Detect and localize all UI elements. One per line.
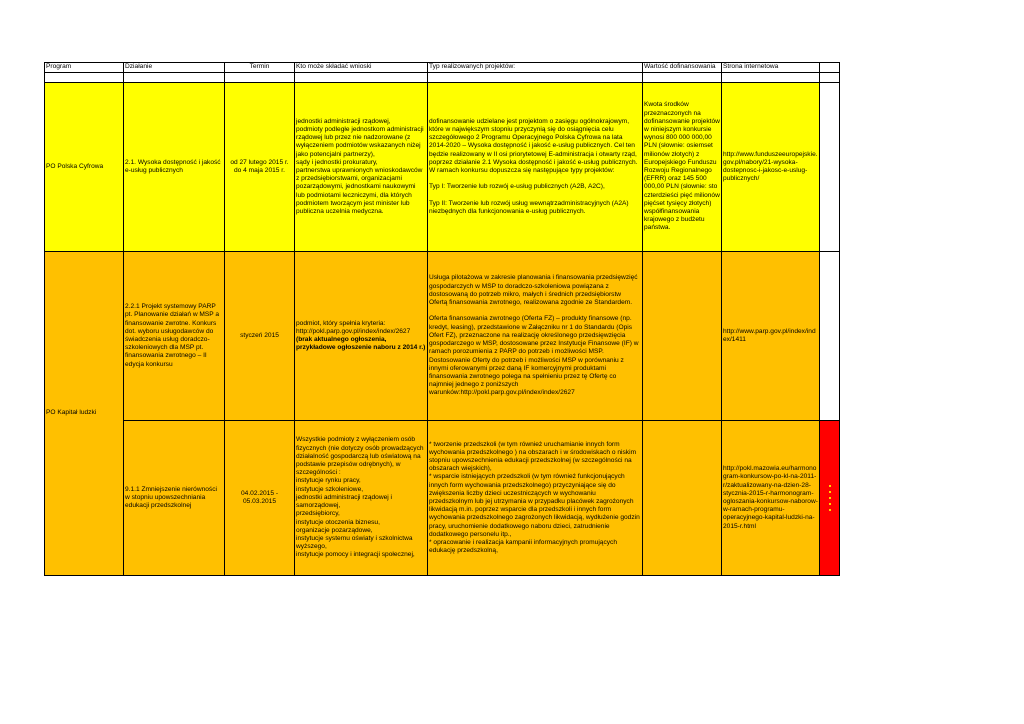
kto-cell bbox=[295, 252, 428, 421]
wartosc-cell bbox=[643, 421, 722, 576]
wartosc-cell: Kwota środków przeznaczonych na dofinansowanie projektów w niniejszym konkursie wynosi 800 000 000,00 PLN (słownie: osiemset milionów złotych) z Europejskiego Funduszu Rozwoju Regionalnego (EFRR) oraz 145 500 000,00 PLN (słownie: sto czterdzieści pięć milionów pięćset tysięcy złotych) współfinansowania krajowego z budżetu państwa. bbox=[643, 83, 722, 252]
header-row bbox=[45, 63, 840, 73]
flag-mark bbox=[829, 503, 831, 505]
flag-mark bbox=[829, 485, 831, 487]
table-row-kapital-ludzki-1 bbox=[45, 252, 840, 421]
spacer-cell bbox=[225, 73, 295, 83]
typ-cell: Usługa pilotażowa w zakresie planowania i finansowania przedsięwzięć gospodarczych w MSP to doradczo-szkoleniowa powiązana z dostosowaną do potrzeb mikro, małych i średnich przedsiębiorstw Ofertą finansowania zwrotnego, realizowana zgodnie ze Standardem. Oferta finansowania zwrotnego (Oferta FZ) – produkty finansowe (np. kredyt, leasing), przedstawione w Załączniku nr 1 do Standardu (Opis Ofert FZ), przeznaczone na realizację określonego przedsięwzięcia gospodarczego w MSP, dostosowane przez Instytucje Finansowe (IF) w ramach porozumienia z PARP do potrzeb i możliwości MSP. Dostosowanie Oferty do potrzeb i możliwości MSP w porównaniu z innymi oferowanymi przez daną IF komercyjnymi produktami finansowania zwrotnego polega na spełnieniu przez tę Ofertę co najmniej jednego z poniższych warunków:http://pokl.parp.gov.pl/index/index/2627 bbox=[428, 252, 643, 421]
wartosc-cell bbox=[643, 252, 722, 421]
table-row-kapital-ludzki-2 bbox=[45, 421, 840, 576]
flag-cell-red bbox=[820, 421, 840, 576]
kto-cell: Wszystkie podmioty z wyłączeniem osób fizycznych (nie dotyczy osób prowadzących działalność gospodarczą lub oświatową na podstawie przepisów odrębnych), w szczególności : instytucje rynku pracy, instytucje szkoleniowe, jednostki administracji rządowej i samorządowej, przedsiębiorcy, instytucje otoczenia biznesu, organizacje pozarządowe, instytucje systemu oświaty i szkolnictwa wyższego, instytucje pomocy i integracji społecznej, bbox=[295, 421, 428, 576]
termin-cell: 04.02.2015 - 05.03.2015 bbox=[225, 421, 295, 576]
spacer-cell bbox=[295, 73, 428, 83]
table-row-polska-cyfrowa bbox=[45, 83, 840, 252]
funding-programs-table bbox=[44, 62, 840, 576]
flag-marks bbox=[821, 421, 838, 575]
flag-mark bbox=[829, 491, 831, 493]
strona-link[interactable]: http://pokl.mazowia.eu/harmonogram-konkursow-po-kl-na-2011-r/zaktualizowany-na-dzien-28-stycznia-2015-r-harmonogram-ogloszania-konkursow-naborow-w-ramach-programu-operacyjnego-kapital-ludzki-na-2015-r.html bbox=[722, 421, 820, 576]
header-wartosc: Wartość dofinansowania bbox=[643, 63, 722, 73]
strona-link[interactable]: http://www.funduszeeuropejskie.gov.pl/nabory/21-wysoka-dostepnosc-i-jakosc-e-uslug-publicznych/ bbox=[722, 83, 820, 252]
header-strona: Strona internetowa bbox=[722, 63, 820, 73]
flag-cell-empty bbox=[820, 252, 840, 421]
spacer-cell bbox=[45, 73, 124, 83]
typ-cell: dofinansowanie udzielane jest projektom o zasięgu ogólnokrajowym, które w największym stopniu przyczynią się do osiągnięcia celu szczegółowego 2 Programu Operacyjnego Polska Cyfrowa na lata 2014-2020 – Wysoka dostępność i jakość e-usług publicznych. Cel ten będzie realizowany w II osi priorytetowej E-administracja i otwarty rząd, poprzez działanie 2.1 Wysoka dostępność i jakość e-usług publicznych. W ramach konkursu dopuszcza się następujące typy projektów: Typ I: Tworzenie lub rozwój e-usług publicznych (A2B, A2C), Typ II: Tworzenie lub rozwój usług wewnątrzadministracyjnych (A2A) niezbędnych dla funkcjonowania e-usług publicznych. bbox=[428, 83, 643, 252]
header-program: Program bbox=[45, 63, 124, 73]
dzialanie-cell: 2.1. Wysoka dostępność i jakość e-usług publicznych bbox=[124, 83, 225, 252]
spacer-cell bbox=[428, 73, 643, 83]
spacer-cell bbox=[820, 73, 840, 83]
kto-cell: jednostki administracji rządowej, podmioty podległe jednostkom administracji rządowej lub przez nie nadzorowane (z wyłączeniem podmiotów wskazanych niżej jako potencjalni partnerzy), sądy i jednostki prokuratury, partnerstwa uprawnionych wnioskodawców z przedsiębiorstwami, organizacjami pozarządowymi, jednostkami naukowymi lub podmiotami leczniczymi, dla których podmiotem tworzącym jest minister lub publiczna uczelnia medyczna. bbox=[295, 83, 428, 252]
header-kto: Kto może składać wnioski bbox=[295, 63, 428, 73]
kto-bold-note: (brak aktualnego ogłoszenia, przykładowe ogłoszenie naboru z 2014 r.) bbox=[296, 336, 426, 352]
termin-cell: styczeń 2015 bbox=[225, 252, 295, 421]
header-typ: Typ realizowanych projektów: bbox=[428, 63, 643, 73]
spacer-row bbox=[45, 73, 840, 83]
header-dzialanie: Działanie bbox=[124, 63, 225, 73]
dzialanie-cell: 9.1.1 Zmniejszenie nierówności w stopniu upowszechniania edukacji przedszkolnej bbox=[124, 421, 225, 576]
spacer-cell bbox=[643, 73, 722, 83]
header-termin: Termin bbox=[225, 63, 295, 73]
flag-cell-empty bbox=[820, 83, 840, 252]
strona-link[interactable]: http://www.parp.gov.pl/index/index/1411 bbox=[722, 252, 820, 421]
flag-mark bbox=[829, 509, 831, 511]
header-empty bbox=[820, 63, 840, 73]
spacer-cell bbox=[722, 73, 820, 83]
typ-cell: * tworzenie przedszkoli (w tym również uruchamianie innych form wychowania przedszkolnego ) na obszarach i w środowiskach o niskim stopniu upowszechnienia edukacji przedszkolnej (w szczególności na obszarach wiejskich), * wsparcie istniejących przedszkoli (w tym również funkcjonujących innych form wychowania przedszkolnego) przyczyniające się do zwiększenia liczby dzieci uczestniczących w wychowaniu przedszkolnym lub jej utrzymania w przypadku placówek zagrożonych likwidacją m.in. poprzez wsparcie dla przedszkoli i innych form wychowania przedszkolnego zagrożonych likwidacją, wydłużenie godzin pracy, uruchomienie dodatkowego naboru dzieci, zatrudnienie dodatkowego personelu itp., * opracowanie i realizacja kampanii informacyjnych promujących edukację przedszkolną, bbox=[428, 421, 643, 576]
flag-mark bbox=[829, 497, 831, 499]
program-cell: PO Kapitał ludzki bbox=[45, 252, 124, 576]
program-cell: PO Polska Cyfrowa bbox=[45, 83, 124, 252]
spacer-cell bbox=[124, 73, 225, 83]
kto-text: podmiot, który spełnia kryteria: http://pokl.parp.gov.pl/index/index/2627 bbox=[296, 319, 411, 335]
termin-cell: od 27 lutego 2015 r. do 4 maja 2015 r. bbox=[225, 83, 295, 252]
dzialanie-cell: 2.2.1 Projekt systemowy PARP pt. Planowanie działań w MSP a finansowanie zwrotne. Konkurs dot. wyboru usługodawców do świadczenia usług doradczo-szkoleniowych dla MSP pt. finansowania zwrotnego – II edycja konkursu bbox=[124, 252, 225, 421]
